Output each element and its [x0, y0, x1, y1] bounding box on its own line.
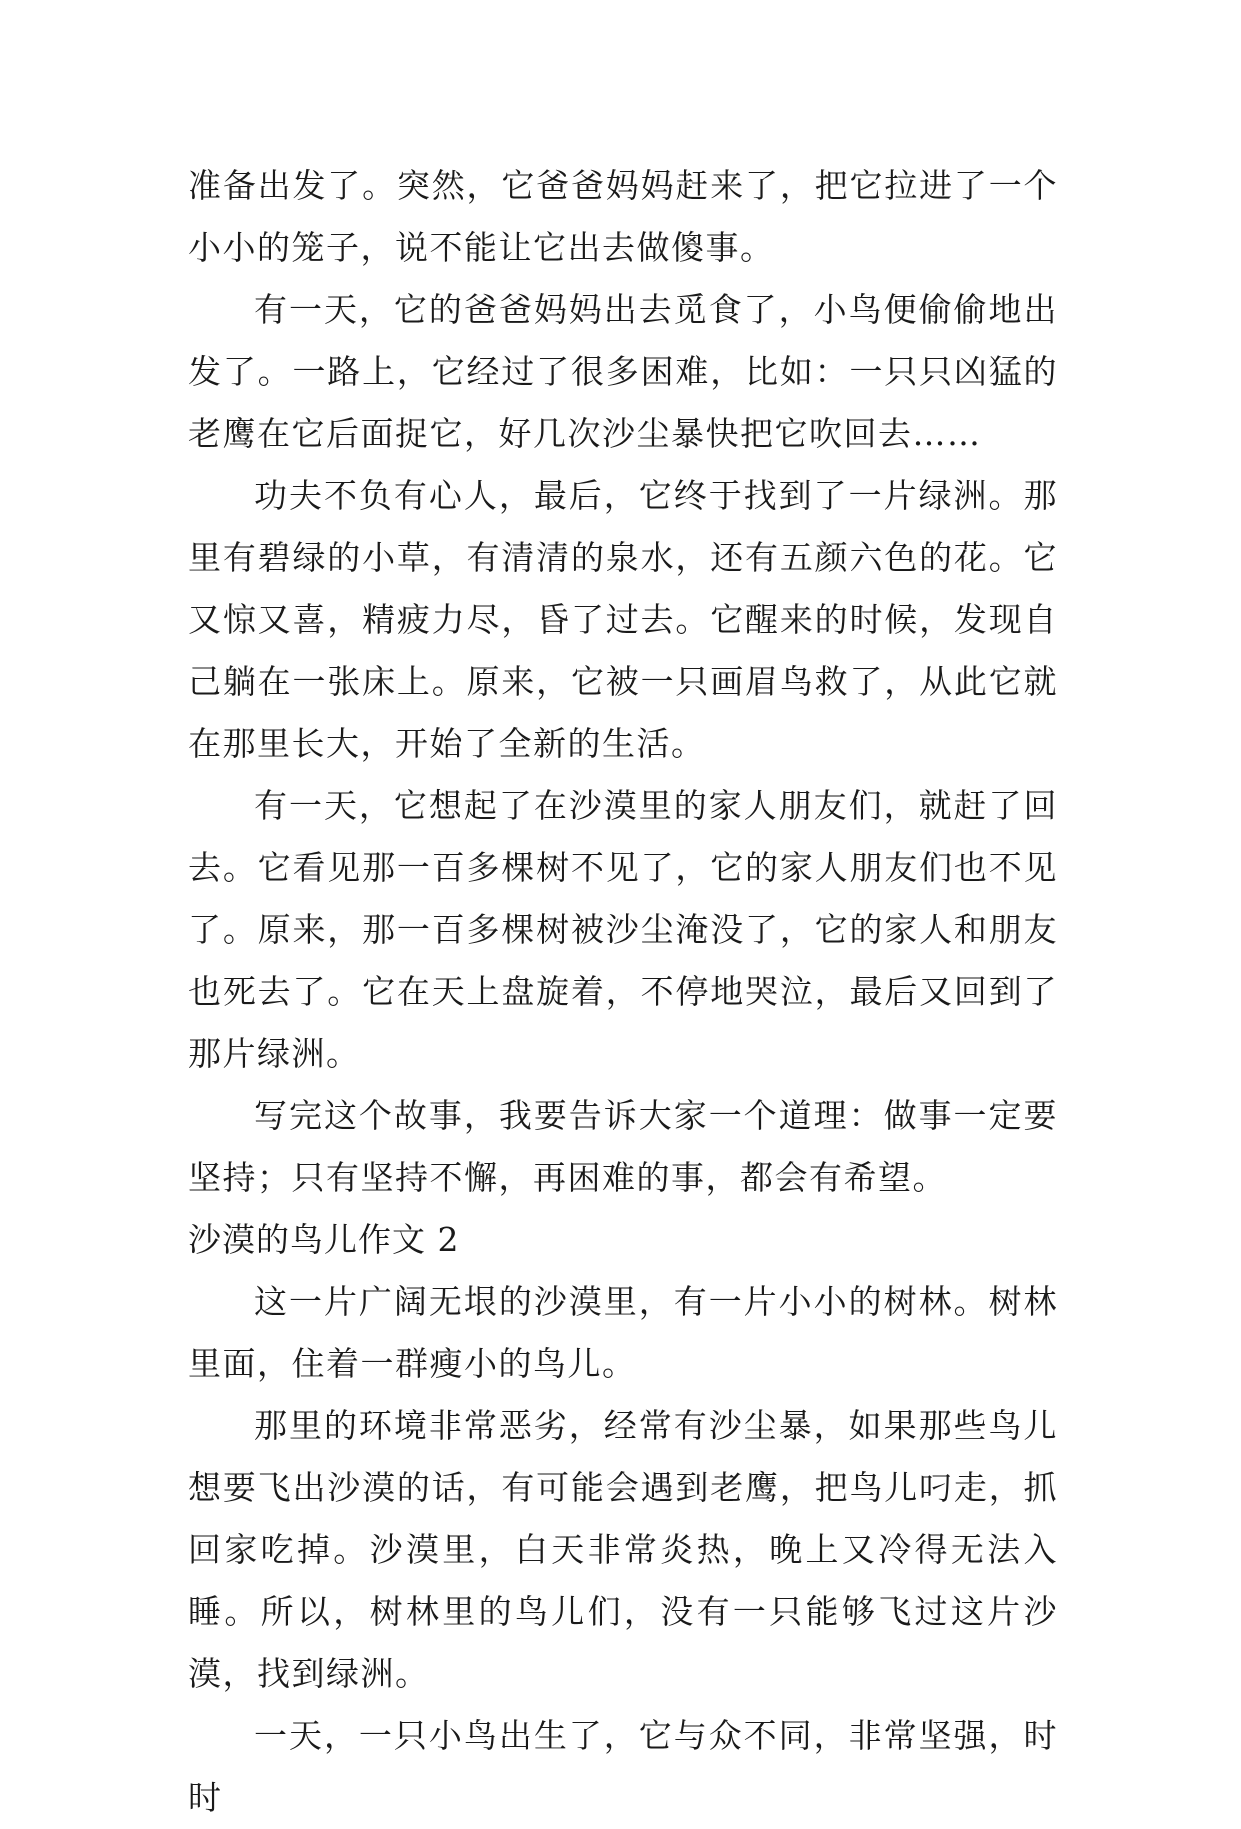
paragraph: 那里的环境非常恶劣，经常有沙尘暴，如果那些鸟儿想要飞出沙漠的话，有可能会遇到老鹰，把鸟儿叼走，抓回家吃掉。沙漠里，白天非常炎热，晚上又冷得无法入睡。所以，树林里的鸟儿们，没有一只能够飞过这片沙漠，找到绿洲。 [188, 1406, 1058, 1693]
paragraph: 有一天，它的爸爸妈妈出去觅食了，小鸟便偷偷地出发了。一路上，它经过了很多困难，比如：一只只凶猛的老鹰在它后面捉它，好几次沙尘暴快把它吹回去…… [188, 290, 1058, 453]
paragraph: 准备出发了。突然，它爸爸妈妈赶来了，把它拉进了一个小小的笼子，说不能让它出去做傻事。 [188, 166, 1058, 267]
document-body [188, 155, 1058, 1829]
paragraph: 有一天，它想起了在沙漠里的家人朋友们，就赶了回去。它看见那一百多棵树不见了，它的家人朋友们也不见了。原来，那一百多棵树被沙尘淹没了，它的家人和朋友也死去了。它在天上盘旋着，不停地哭泣，最后又回到了那片绿洲。 [188, 786, 1058, 1073]
paragraph: 功夫不负有心人，最后，它终于找到了一片绿洲。那里有碧绿的小草，有清清的泉水，还有五颜六色的花。它又惊又喜，精疲力尽，昏了过去。它醒来的时候，发现自己躺在一张床上。原来，它被一只画眉鸟救了，从此它就在那里长大，开始了全新的生活。 [188, 476, 1058, 763]
section-title: 沙漠的鸟儿作文 2 [188, 1220, 460, 1259]
paragraph: 写完这个故事，我要告诉大家一个道理：做事一定要坚持；只有坚持不懈，再困难的事，都会有希望。 [188, 1096, 1058, 1197]
paragraph: 一天，一只小鸟出生了，它与众不同，非常坚强，时时 [188, 1716, 1058, 1817]
paragraph: 这一片广阔无垠的沙漠里，有一片小小的树林。树林里面，住着一群瘦小的鸟儿。 [188, 1282, 1058, 1383]
